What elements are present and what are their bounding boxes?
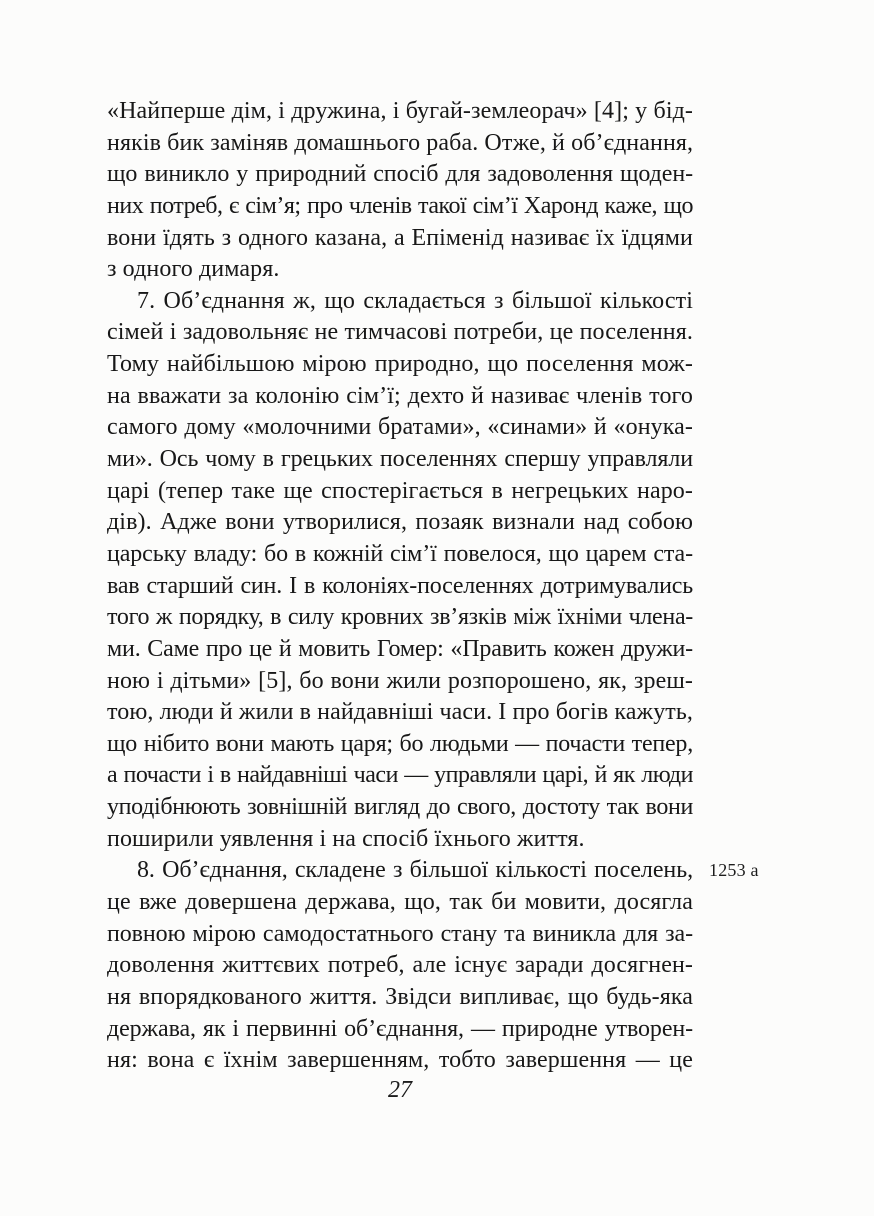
text-line: ною і дітьми» [5], бо вони жили розпорошено, як, зреш- (107, 667, 693, 694)
page-number: 27 (388, 1077, 412, 1103)
body-text (107, 96, 759, 1077)
text-line: 8. Об’єднання, складене з більшої кількості поселень, (137, 857, 693, 884)
text-line: це вже довершена держава, що, так би мовити, досягла (107, 889, 693, 916)
text-line: Тому найбільшою мірою природно, що поселення мож- (107, 351, 693, 378)
text-line: що виникло у природний спосіб для задоволення щоден- (107, 161, 693, 188)
text-line: що нібито вони мають царя; бо людьми — почасти тепер, (107, 730, 693, 757)
text-line: ня: вона є їхнім завершенням, тобто завершення — це (107, 1047, 693, 1074)
text-line: вони їдять з одного казана, а Епіменід називає їх їдцями (107, 224, 693, 251)
text-line: «Найперше дім, і дружина, і бугай-землеорач» [4]; у бід- (107, 98, 693, 124)
text-line: з одного димаря. (107, 256, 280, 283)
text-line: вав старший син. І в колоніях-поселеннях дотримувались (107, 572, 693, 599)
text-line: тою, люди й жили в найдавніші часи. І про богів кажуть, (107, 699, 694, 726)
text-line: самого дому «молочними братами», «синами» й «онука- (107, 414, 693, 441)
text-line: 7. Об’єднання ж, що складається з більшої кількості (137, 287, 693, 314)
text-line: доволення життєвих потреб, але існує заради досягнен- (107, 952, 693, 979)
text-line: няків бик заміняв домашнього раба. Отже, й об’єднання, (107, 129, 694, 156)
text-line: царі (тепер таке ще спостерігається в негрецьких наро- (107, 477, 693, 504)
text-line: сімей і задовольняє не тимчасові потреби, це поселення. (107, 319, 693, 346)
text-line: ня впорядкованого життя. Звідси випливає, що будь-яка (107, 983, 693, 1010)
text-line: уподібнюють зовнішній вигляд до свого, достоту так вони (107, 794, 693, 821)
text-line: на вважати за колонію сім’ї; дехто й називає членів того (107, 382, 693, 409)
text-line: них потреб, є сім’я; про членів такої сім’ї Харонд каже, що (107, 192, 693, 219)
text-line: а почасти і в найдавніші часи — управляли царі, й як люди (107, 762, 693, 789)
text-line: ми». Ось чому в грецьких поселеннях спершу управляли (107, 446, 693, 473)
text-line: того ж порядку, в силу кровних зв’язків між їхніми члена- (107, 604, 693, 631)
text-line: держава, як і первинні об’єднання, — природне утворен- (107, 1015, 693, 1042)
text-line: ми. Саме про це й мовить Гомер: «Править кожен дружи- (107, 635, 693, 662)
text-line: царську владу: бо в кожній сім’ї повелося, що царем ста- (107, 540, 693, 567)
text-line: поширили уявлення і на спосіб їхнього життя. (107, 825, 585, 852)
bekker-number: 1253 a (709, 860, 759, 880)
text-line: дів). Адже вони утворилися, позаяк визнали над собою (107, 509, 693, 536)
text-line: повною мірою самодостатнього стану та виникла для за- (107, 920, 693, 947)
